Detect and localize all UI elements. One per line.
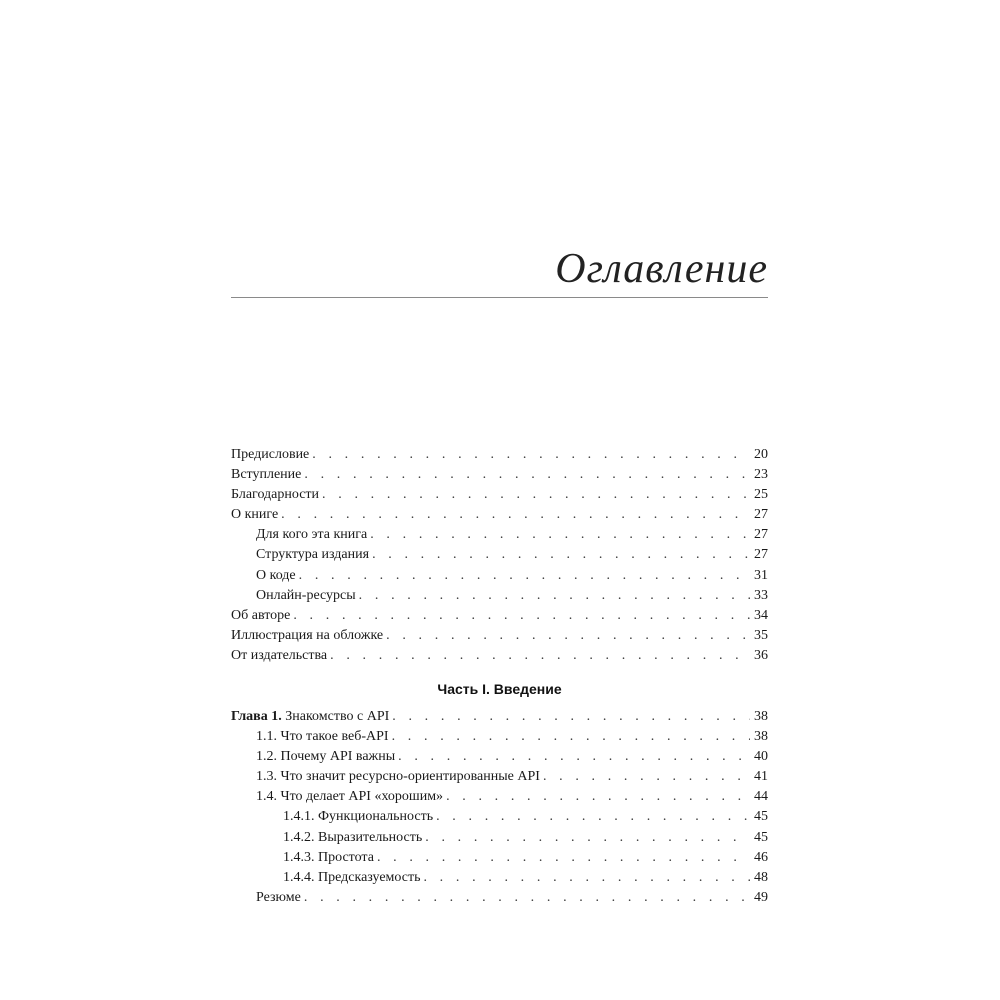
toc-entry[interactable]	[231, 848, 768, 868]
toc-entry-label: О книге	[231, 507, 279, 523]
page-title: Оглавление	[555, 246, 768, 292]
toc-entry[interactable]	[231, 505, 768, 525]
toc-entry-label: Для кого эта книга	[256, 527, 368, 543]
toc-entry-label: 1.1. Что такое веб-API	[256, 729, 389, 745]
dot-leader	[389, 707, 750, 727]
toc-entry[interactable]	[231, 445, 768, 465]
dot-leader	[356, 586, 750, 606]
toc-entry-label: Иллюстрация на обложке	[231, 627, 384, 643]
toc-entry-page: 45	[754, 809, 768, 825]
toc-entry-label: 1.4.3. Простота	[283, 849, 374, 865]
toc-entry-page: 33	[754, 587, 768, 603]
toc-entry-page: 20	[754, 447, 768, 462]
toc-entry-page: 40	[754, 749, 768, 765]
toc-entry-label: От издательства	[231, 647, 328, 663]
toc-entry[interactable]	[231, 586, 768, 606]
chapter-prefix: Глава 1.	[231, 709, 282, 724]
toc-entry-label: Резюме	[256, 889, 301, 905]
toc-entry-page: 25	[754, 487, 768, 503]
toc-entry-label: Структура издания	[256, 547, 370, 563]
toc-entry[interactable]	[231, 807, 768, 827]
toc-entry[interactable]	[231, 465, 768, 485]
front-matter-toc	[231, 445, 768, 666]
toc-entry-label: 1.4.4. Предсказуемость	[283, 869, 421, 885]
toc-entry[interactable]	[231, 888, 768, 908]
dot-leader	[301, 888, 750, 908]
toc-entry-label: О коде	[256, 567, 296, 583]
toc-entry-label: Онлайн-ресурсы	[256, 587, 356, 603]
toc-entry-page: 38	[754, 729, 768, 745]
toc-entry-label: 1.4.1. Функциональность	[283, 809, 434, 825]
toc-entry[interactable]	[231, 606, 768, 626]
toc-entry[interactable]	[231, 747, 768, 767]
dot-leader	[367, 525, 750, 545]
toc-entry-page: 49	[754, 889, 768, 905]
chapter-entry[interactable]	[231, 707, 768, 727]
dot-leader	[540, 767, 750, 787]
part-heading: Часть I. Введение	[437, 681, 562, 697]
dot-leader	[383, 626, 750, 646]
toc-entry-page: 31	[754, 567, 768, 583]
toc-entry[interactable]	[231, 787, 768, 807]
dot-leader	[290, 606, 750, 626]
dot-leader	[374, 848, 750, 868]
dot-leader	[422, 828, 750, 848]
dot-leader	[278, 505, 750, 525]
toc-entry-label: 1.2. Почему API важны	[256, 749, 396, 765]
toc-entry[interactable]	[231, 868, 768, 888]
chapter-title: Знакомство с API	[281, 709, 390, 724]
title-rule	[231, 297, 768, 298]
dot-leader	[301, 465, 750, 485]
dot-leader	[369, 545, 750, 565]
toc-entry[interactable]	[231, 485, 768, 505]
toc-entry-label: 1.4.2. Выразительность	[283, 829, 423, 845]
toc-entry-page: 38	[754, 709, 768, 724]
toc-entry[interactable]	[231, 566, 768, 586]
toc-entry-page: 35	[754, 627, 768, 643]
toc-entry[interactable]	[231, 767, 768, 787]
toc-entry-page: 27	[754, 547, 768, 563]
toc-entry-page: 34	[754, 607, 768, 623]
toc-entry-label	[231, 707, 389, 727]
toc-entry-label: Предисловие	[231, 447, 310, 462]
dot-leader	[420, 868, 750, 888]
dot-leader	[327, 646, 750, 666]
toc-entry-label: Благодарности	[231, 487, 320, 503]
dot-leader	[319, 485, 750, 505]
toc-entry[interactable]	[231, 828, 768, 848]
toc-entry[interactable]	[231, 525, 768, 545]
book-page	[231, 0, 768, 1000]
dot-leader	[395, 747, 750, 767]
dot-leader	[296, 566, 750, 586]
dot-leader	[309, 445, 750, 465]
toc-entry[interactable]	[231, 646, 768, 666]
toc-entry-page: 36	[754, 647, 768, 663]
dot-leader	[389, 727, 750, 747]
toc-entry-label: 1.3. Что значит ресурсно-ориентированные API	[256, 769, 540, 785]
toc-entry-page: 46	[754, 849, 768, 865]
toc-entry-label: Вступление	[231, 467, 302, 483]
toc-entry-label: Об авторе	[231, 607, 291, 623]
dot-leader	[443, 787, 750, 807]
toc-entry-page: 48	[754, 869, 768, 885]
toc-entry-page: 27	[754, 527, 768, 543]
toc-entry-page: 41	[754, 769, 768, 785]
toc-entry-page: 23	[754, 467, 768, 483]
toc-entry[interactable]	[231, 727, 768, 747]
toc-entry-page: 27	[754, 507, 768, 523]
toc-entry-label: 1.4. Что делает API «хорошим»	[256, 789, 444, 805]
toc-entry[interactable]	[231, 545, 768, 565]
chapter-toc	[231, 707, 768, 908]
toc-entry-page: 45	[754, 829, 768, 845]
toc-entry[interactable]	[231, 626, 768, 646]
toc-entry-page: 44	[754, 789, 768, 805]
dot-leader	[433, 807, 750, 827]
